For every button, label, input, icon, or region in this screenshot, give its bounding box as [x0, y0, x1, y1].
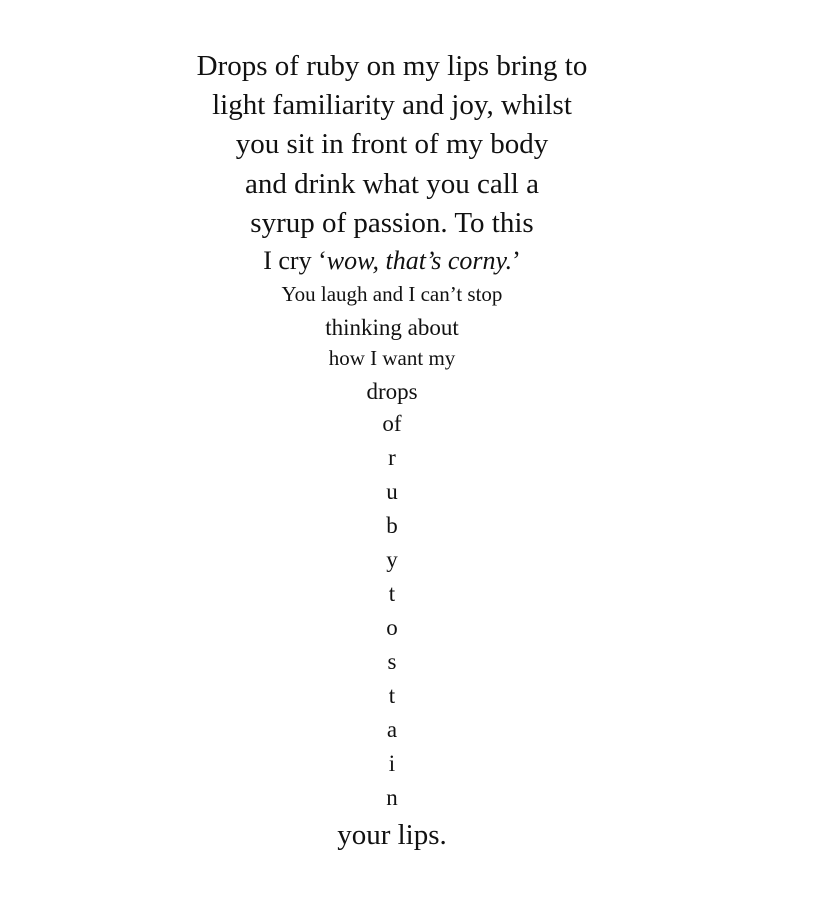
poem-cry-line — [263, 248, 521, 274]
poem-line-8: thinking about — [325, 315, 459, 340]
poem-letter: i — [388, 751, 396, 776]
poem-letter: r — [388, 445, 396, 470]
poem-line-4: and drink what you call a — [245, 168, 539, 200]
cry-prefix: I cry ‘ — [263, 246, 327, 275]
poem-line-10: drops — [366, 379, 418, 404]
poem-line-5: syrup of passion. To this — [250, 207, 534, 239]
poem-letter: s — [387, 649, 397, 674]
poem-line-11: of — [382, 411, 402, 436]
cry-emphasis: wow, that’s corny. — [326, 246, 513, 275]
cry-suffix: ’ — [512, 246, 521, 275]
poem-letter: b — [386, 513, 398, 538]
poem-letter: o — [386, 615, 398, 640]
poem-letter: n — [386, 785, 398, 810]
poem-letter: t — [388, 581, 396, 606]
poem-letter: t — [388, 683, 396, 708]
poem-letter: a — [386, 717, 398, 742]
poem-line-3: you sit in front of my body — [235, 128, 549, 160]
poem-final-line: your lips. — [337, 819, 447, 851]
poem-line-7: You laugh and I can’t stop — [281, 282, 503, 306]
poem-line-9: how I want my — [328, 346, 456, 370]
poem-letter: u — [386, 479, 398, 504]
poem-line-2: light familiarity and joy, whilst — [212, 89, 572, 121]
poem-letter: y — [386, 547, 398, 572]
poem-line-1: Drops of ruby on my lips bring to — [196, 50, 588, 82]
